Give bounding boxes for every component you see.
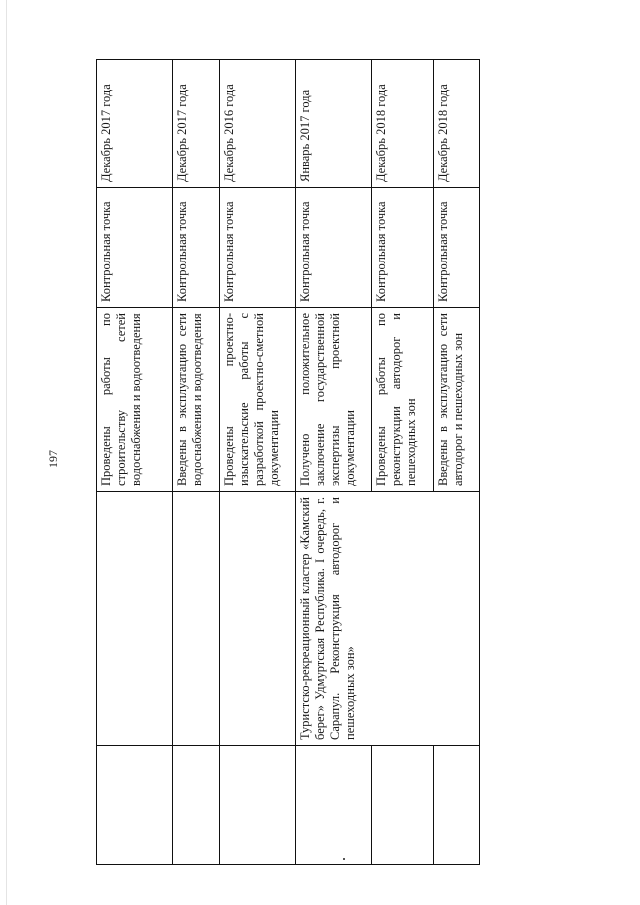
date-cell: Декабрь 2017 года: [173, 60, 220, 188]
table-row: [296, 60, 372, 865]
empty-number-cell: [173, 746, 220, 865]
date-cell: Декабрь 2018 года: [434, 60, 480, 188]
empty-object-cell: [220, 492, 296, 746]
table-row: [97, 60, 173, 865]
control-points-table: [96, 59, 480, 865]
empty-number-cell: [220, 746, 296, 865]
date-cell: Декабрь 2016 года: [220, 60, 296, 188]
type-cell: Контрольная точка: [220, 188, 296, 308]
date-cell: Декабрь 2017 года: [97, 60, 173, 188]
type-cell: Контрольная точка: [372, 188, 434, 308]
scan-edge-line: [6, 0, 7, 905]
event-cell: Проведены работы по строительству сетей водоснабжения и водоотведения: [97, 308, 173, 492]
empty-number-cell: [296, 746, 372, 865]
page-number: 197: [46, 450, 60, 468]
empty-number-cell: [434, 746, 480, 865]
date-cell: Декабрь 2018 года: [372, 60, 434, 188]
date-cell: Январь 2017 года: [296, 60, 372, 188]
type-cell: Контрольная точка: [296, 188, 372, 308]
empty-number-cell: [97, 746, 173, 865]
type-cell: Контрольная точка: [97, 188, 173, 308]
empty-object-cell: [173, 492, 220, 746]
event-cell: Проведены работы по реконструкции автодорог и пешеходных зон: [372, 308, 434, 492]
table-row: [173, 60, 220, 865]
type-cell: Контрольная точка: [434, 188, 480, 308]
event-cell: Получено положительное заключение государственной экспертизы проектной документации: [296, 308, 372, 492]
empty-object-cell: [97, 492, 173, 746]
empty-number-cell: [372, 746, 434, 865]
event-cell: Введены в эксплуатацию сети водоснабжения и водоотведения: [173, 308, 220, 492]
event-cell: Проведены проектно-изыскательские работы с разработкой проектно-сметной документации: [220, 308, 296, 492]
table-row: [220, 60, 296, 865]
object-cell: Туристско-рекреационный кластер «Камский берег» Удмуртская Республика. I очередь, г. Сарапул. Реконструкция автодорог и пешеходных зон»: [296, 492, 480, 746]
type-cell: Контрольная точка: [173, 188, 220, 308]
event-cell: Введены в эксплуатацию сети автодорог и пешеходных зон: [434, 308, 480, 492]
rotated-table-wrapper: [96, 60, 479, 865]
